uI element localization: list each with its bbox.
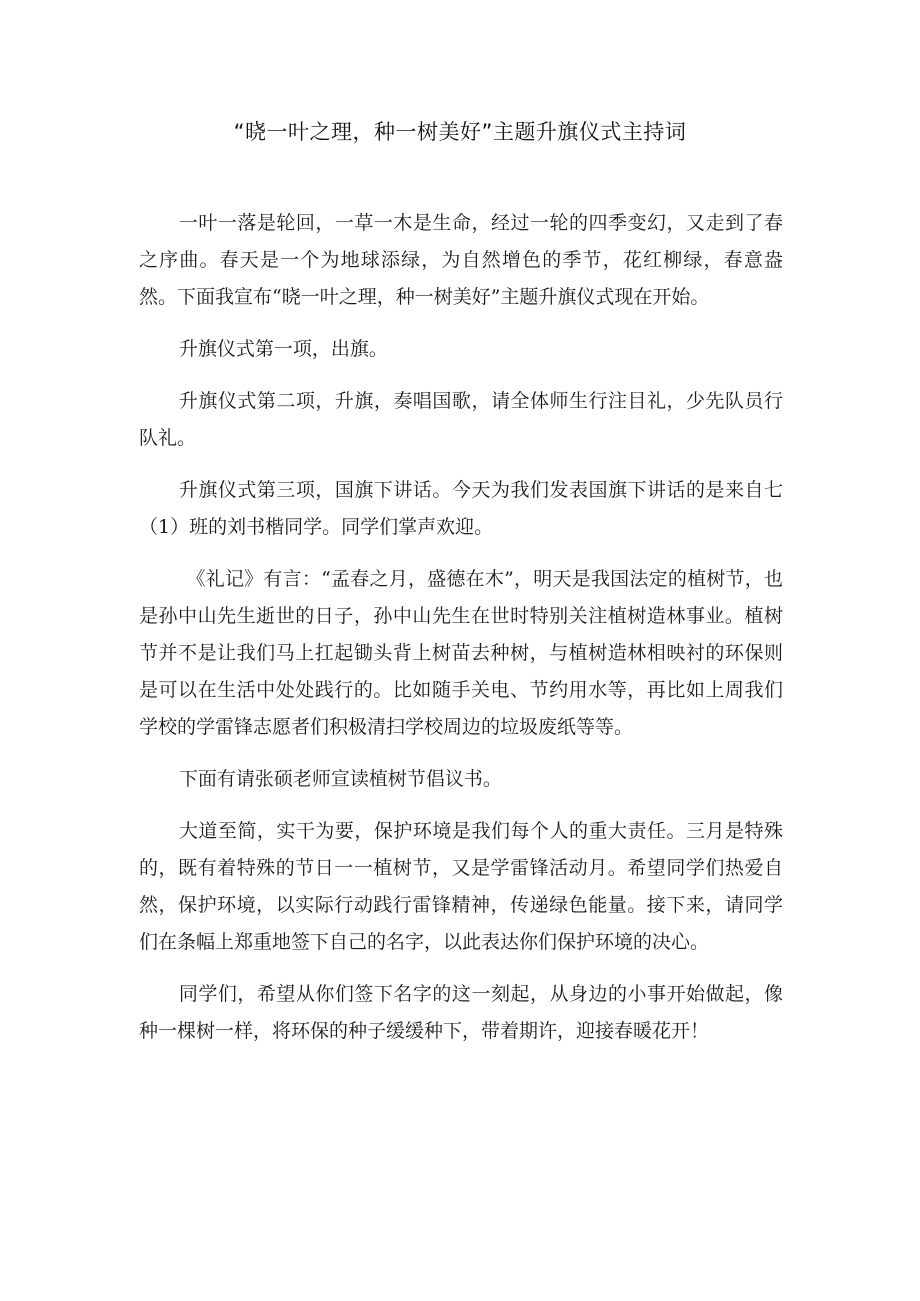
paragraph-opening: 一叶一落是轮回，一草一木是生命，经过一轮的四季变幻，又走到了春之序曲。春天是一个为地球添绿，为自然增色的季节，花红柳绿，春意盎然。下面我宣布“晓一叶之理，种一树美好”主题升旗仪式现在开始。	[139, 212, 783, 308]
paragraph-item-two: 升旗仪式第二项，升旗，奏唱国歌，请全体师生行注目礼，少先队员行队礼。	[139, 390, 783, 449]
paragraph-item-three: 升旗仪式第三项，国旗下讲话。今天为我们发表国旗下讲话的是来自七（1）班的刘书楷同学。同学们掌声欢迎。	[139, 479, 783, 538]
paragraph-item-one: 升旗仪式第一项，出旗。	[178, 338, 388, 360]
paragraph-closing: 同学们，希望从你们签下名字的这一刻起，从身边的小事开始做起，像种一棵树一样，将环保的种子缓缓种下，带着期许，迎接春暖花开！	[139, 983, 783, 1042]
document-body	[139, 205, 783, 1065]
paragraph-proposal-intro: 下面有请张硕老师宣读植树节倡议书。	[178, 768, 502, 790]
paragraph-responsibility: 大道至简，实干为要，保护环境是我们每个人的重大责任。三月是特殊的，既有着特殊的节日一一植树节，又是学雷锋活动月。希望同学们热爱自然，保护环境，以实际行动践行雷锋精神，传递绿色能量。接下来，请同学们在条幅上郑重地签下自己的名字，以此表达你们保护环境的决心。	[139, 820, 783, 953]
document-title: “晓一叶之理，种一树美好”主题升旗仪式主持词	[233, 120, 687, 144]
paragraph-speech: 《礼记》有言：“孟春之月，盛德在木”，明天是我国法定的植树节，也是孙中山先生逝世的日子，孙中山先生在世时特别关注植树造林事业。植树节并不是让我们马上扛起锄头背上树苗去种树，与植树造林相映衬的环保则是可以在生活中处处践行的。比如随手关电、节约用水等，再比如上周我们学校的学雷锋志愿者们积极清扫学校周边的垃圾废纸等等。	[139, 568, 783, 738]
